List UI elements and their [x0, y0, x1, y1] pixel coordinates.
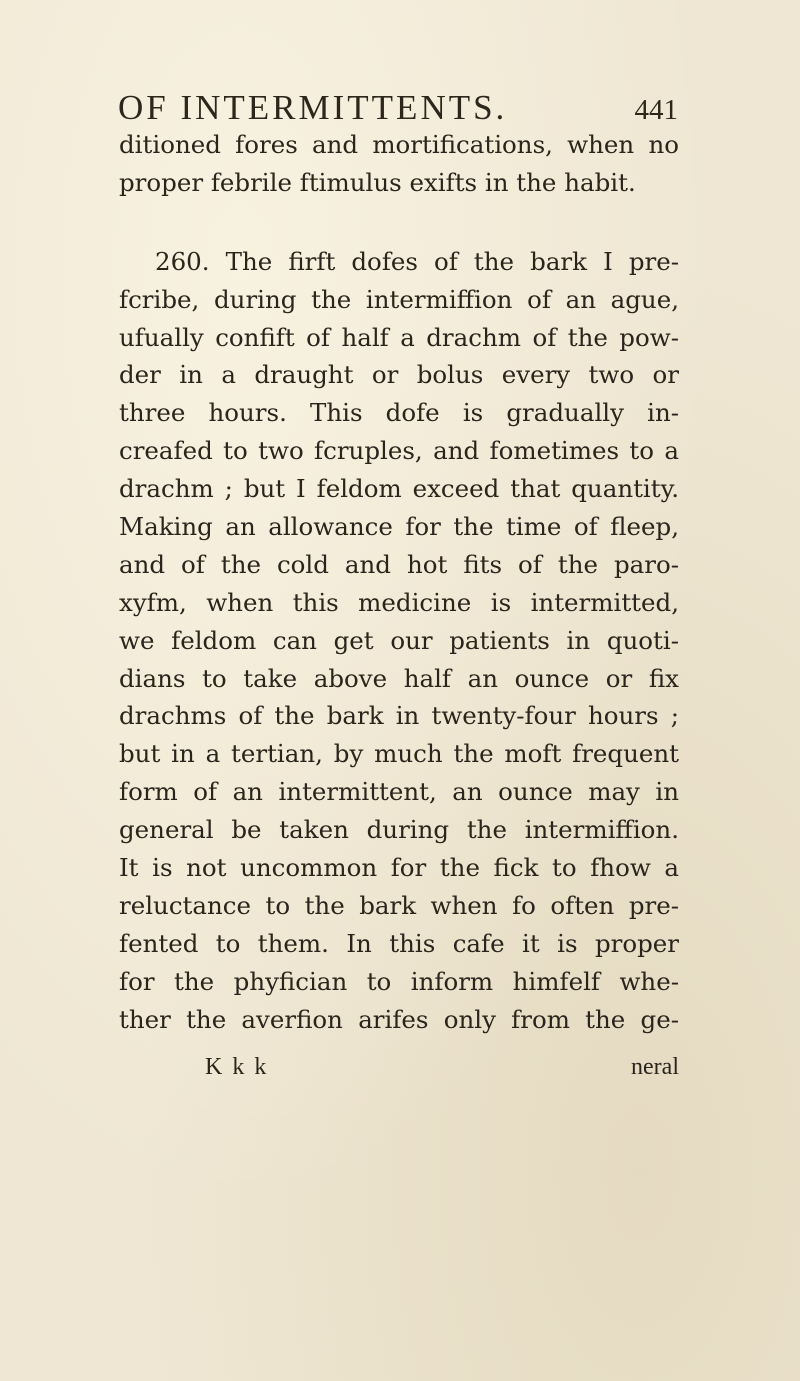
text-line: but in a tertian, by much the moft frequent: [119, 739, 679, 769]
text-line: dians to take above half an ounce or fix: [119, 663, 679, 693]
text-line: fcribe, during the intermiffion of an ague,: [119, 284, 679, 314]
text-line: general be taken during the intermiffion.: [119, 815, 679, 845]
running-title: OF INTERMITTENTS.: [118, 88, 508, 127]
footer-line: [205, 1052, 679, 1082]
text-line: ufually confift of half a drachm of the pow-: [119, 322, 679, 352]
text-line: proper febrile ftimulus exifts in the habit.: [119, 167, 636, 197]
paragraph-first-line: 260. The firft dofes of the bark I pre-: [155, 246, 679, 276]
catchword: neral: [631, 1054, 679, 1080]
text-line: drachms of the bark in twenty-four hours ;: [119, 701, 679, 731]
text-line: drachm ; but I feldom exceed that quantity.: [119, 474, 679, 504]
text-line: and of the cold and hot fits of the paro-: [119, 549, 679, 579]
text-line: xyfm, when this medicine is intermitted,: [119, 587, 679, 617]
text-line: fented to them. In this cafe it is proper: [119, 928, 679, 958]
text-line: form of an intermittent, an ounce may in: [119, 777, 679, 807]
running-head: [118, 86, 678, 130]
text-line: for the phyfician to inform himfelf whe-: [119, 966, 679, 996]
text-line: Making an allowance for the time of fleep,: [119, 512, 679, 542]
text-line: der in a draught or bolus every two or: [119, 360, 679, 390]
text-line: reluctance to the bark when fo often pre-: [119, 890, 679, 920]
text-line: ther the averfion arifes only from the ge-: [119, 1004, 679, 1034]
body-text: [119, 126, 679, 1038]
text-line: ditioned fores and mortifications, when no: [119, 130, 679, 159]
text-line: three hours. This dofe is gradually in-: [119, 398, 679, 428]
text-line: It is not uncommon for the fick to fhow a: [119, 853, 679, 883]
text-line: creafed to two fcruples, and fometimes to a: [119, 436, 679, 466]
page-number: 441: [634, 94, 678, 126]
text-line: we feldom can get our patients in quoti-: [119, 625, 679, 655]
paragraph-gap: [119, 202, 679, 243]
signature-mark: K k k: [205, 1054, 269, 1080]
